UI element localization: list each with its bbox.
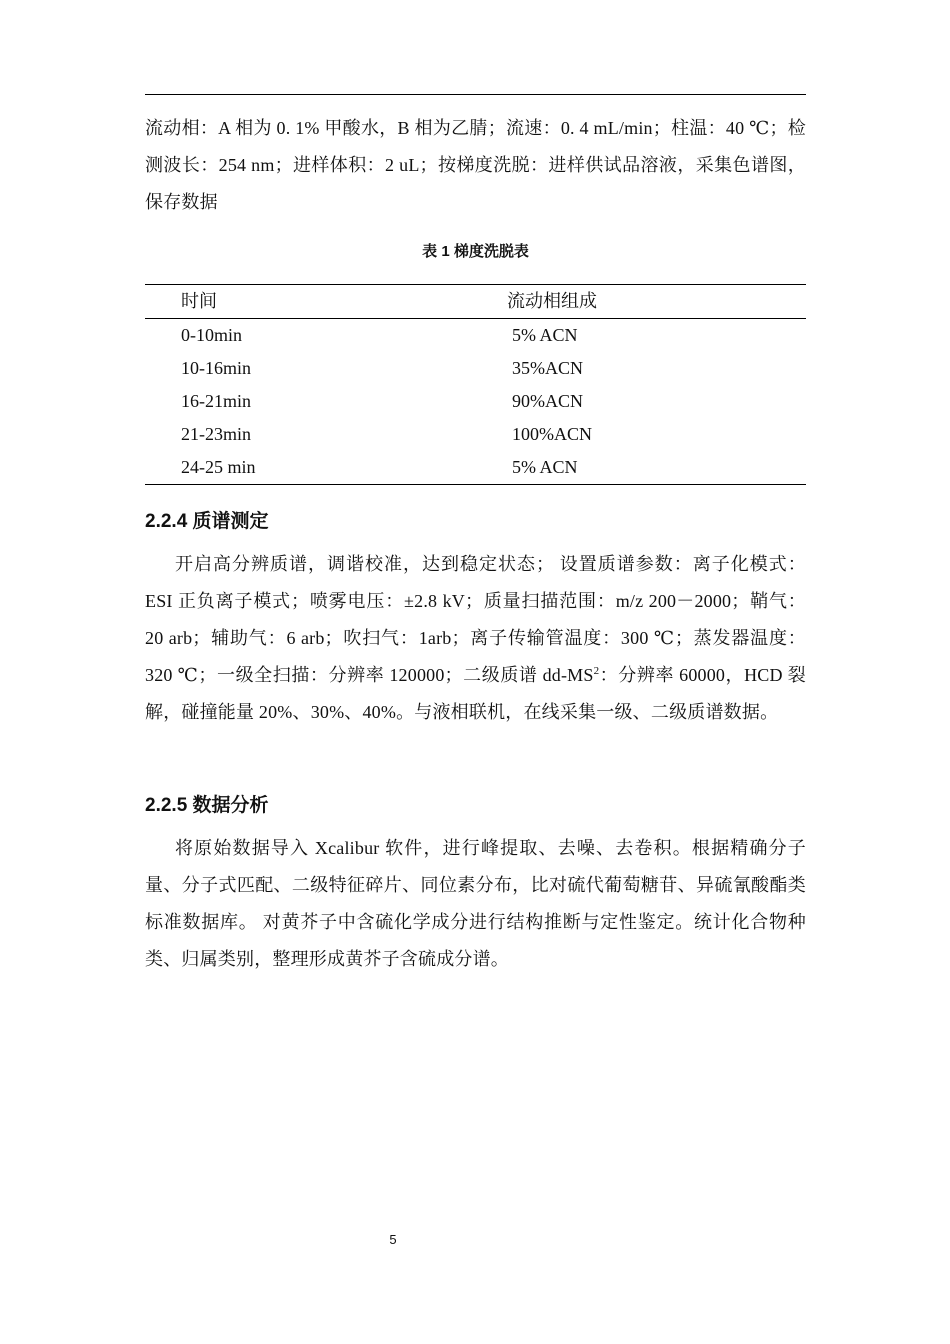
mass-spec-text-post: ：分辨率 60000，HCD 裂解，碰撞能量 20%、30%、40%。与液相联机，在线采集一级、二级质谱数据。 xyxy=(145,665,806,722)
cell-time: 0-10min xyxy=(181,325,242,345)
table-row xyxy=(145,385,806,418)
section-heading-data-analysis: 2.2.5 数据分析 xyxy=(145,795,269,816)
top-rule xyxy=(145,94,806,95)
table-row xyxy=(145,418,806,451)
header-time: 时间 xyxy=(181,291,217,311)
gradient-table xyxy=(145,284,806,485)
cell-time: 24-25 min xyxy=(181,457,256,477)
table-header-row xyxy=(145,285,806,318)
page-number: 5 xyxy=(389,1232,397,1247)
cell-time: 16-21min xyxy=(181,391,251,411)
cell-composition: 90%ACN xyxy=(512,391,583,411)
data-analysis-paragraph: 将原始数据导入 Xcalibur 软件，进行峰提取、去噪、去卷积。根据精确分子量、分子式匹配、二级特征碎片、同位素分布，比对硫代葡萄糖苷、异硫氰酸酯类标准数据库。 对黄芥子中含硫化学成分进行结构推断与定性鉴定。统计化合物种类、归属类别，整理形成黄芥子含硫成分谱。 xyxy=(145,838,806,969)
table-title: 表 1 梯度洗脱表 xyxy=(422,243,529,260)
table-row xyxy=(145,451,806,484)
table-row xyxy=(145,319,806,352)
cell-time: 10-16min xyxy=(181,358,251,378)
superscript-2: 2 xyxy=(593,665,600,677)
table-row xyxy=(145,352,806,385)
cell-composition: 5% ACN xyxy=(512,457,578,477)
table-bottom-rule xyxy=(145,484,806,485)
mobile-phase-paragraph: 流动相：A 相为 0. 1% 甲酸水，B 相为乙腈；流速：0. 4 mL/min；柱温：40 ℃；检测波长：254 nm；进样体积：2 uL；按梯度洗脱：进样供试品溶液，采集色谱图，保存数据 xyxy=(145,118,806,212)
cell-composition: 100%ACN xyxy=(512,424,592,444)
cell-time: 21-23min xyxy=(181,424,251,444)
cell-composition: 5% ACN xyxy=(512,325,578,345)
mass-spec-paragraph xyxy=(145,546,806,731)
mass-spec-text-pre: 开启高分辨质谱，调谐校准，达到稳定状态； 设置质谱参数：离子化模式：ESI 正负离子模式；喷雾电压：±2.8 kV；质量扫描范围：m/z 200－2000；鞘气：20 arb；辅助气：6 arb；吹扫气：1arb；离子传输管温度：300 ℃；蒸发器温度：320 ℃；一级全扫描：分辨率 120000；二级质谱 dd-MS xyxy=(145,554,806,685)
header-composition: 流动相组成 xyxy=(507,291,597,311)
section-heading-mass-spec: 2.2.4 质谱测定 xyxy=(145,511,269,532)
cell-composition: 35%ACN xyxy=(512,358,583,378)
